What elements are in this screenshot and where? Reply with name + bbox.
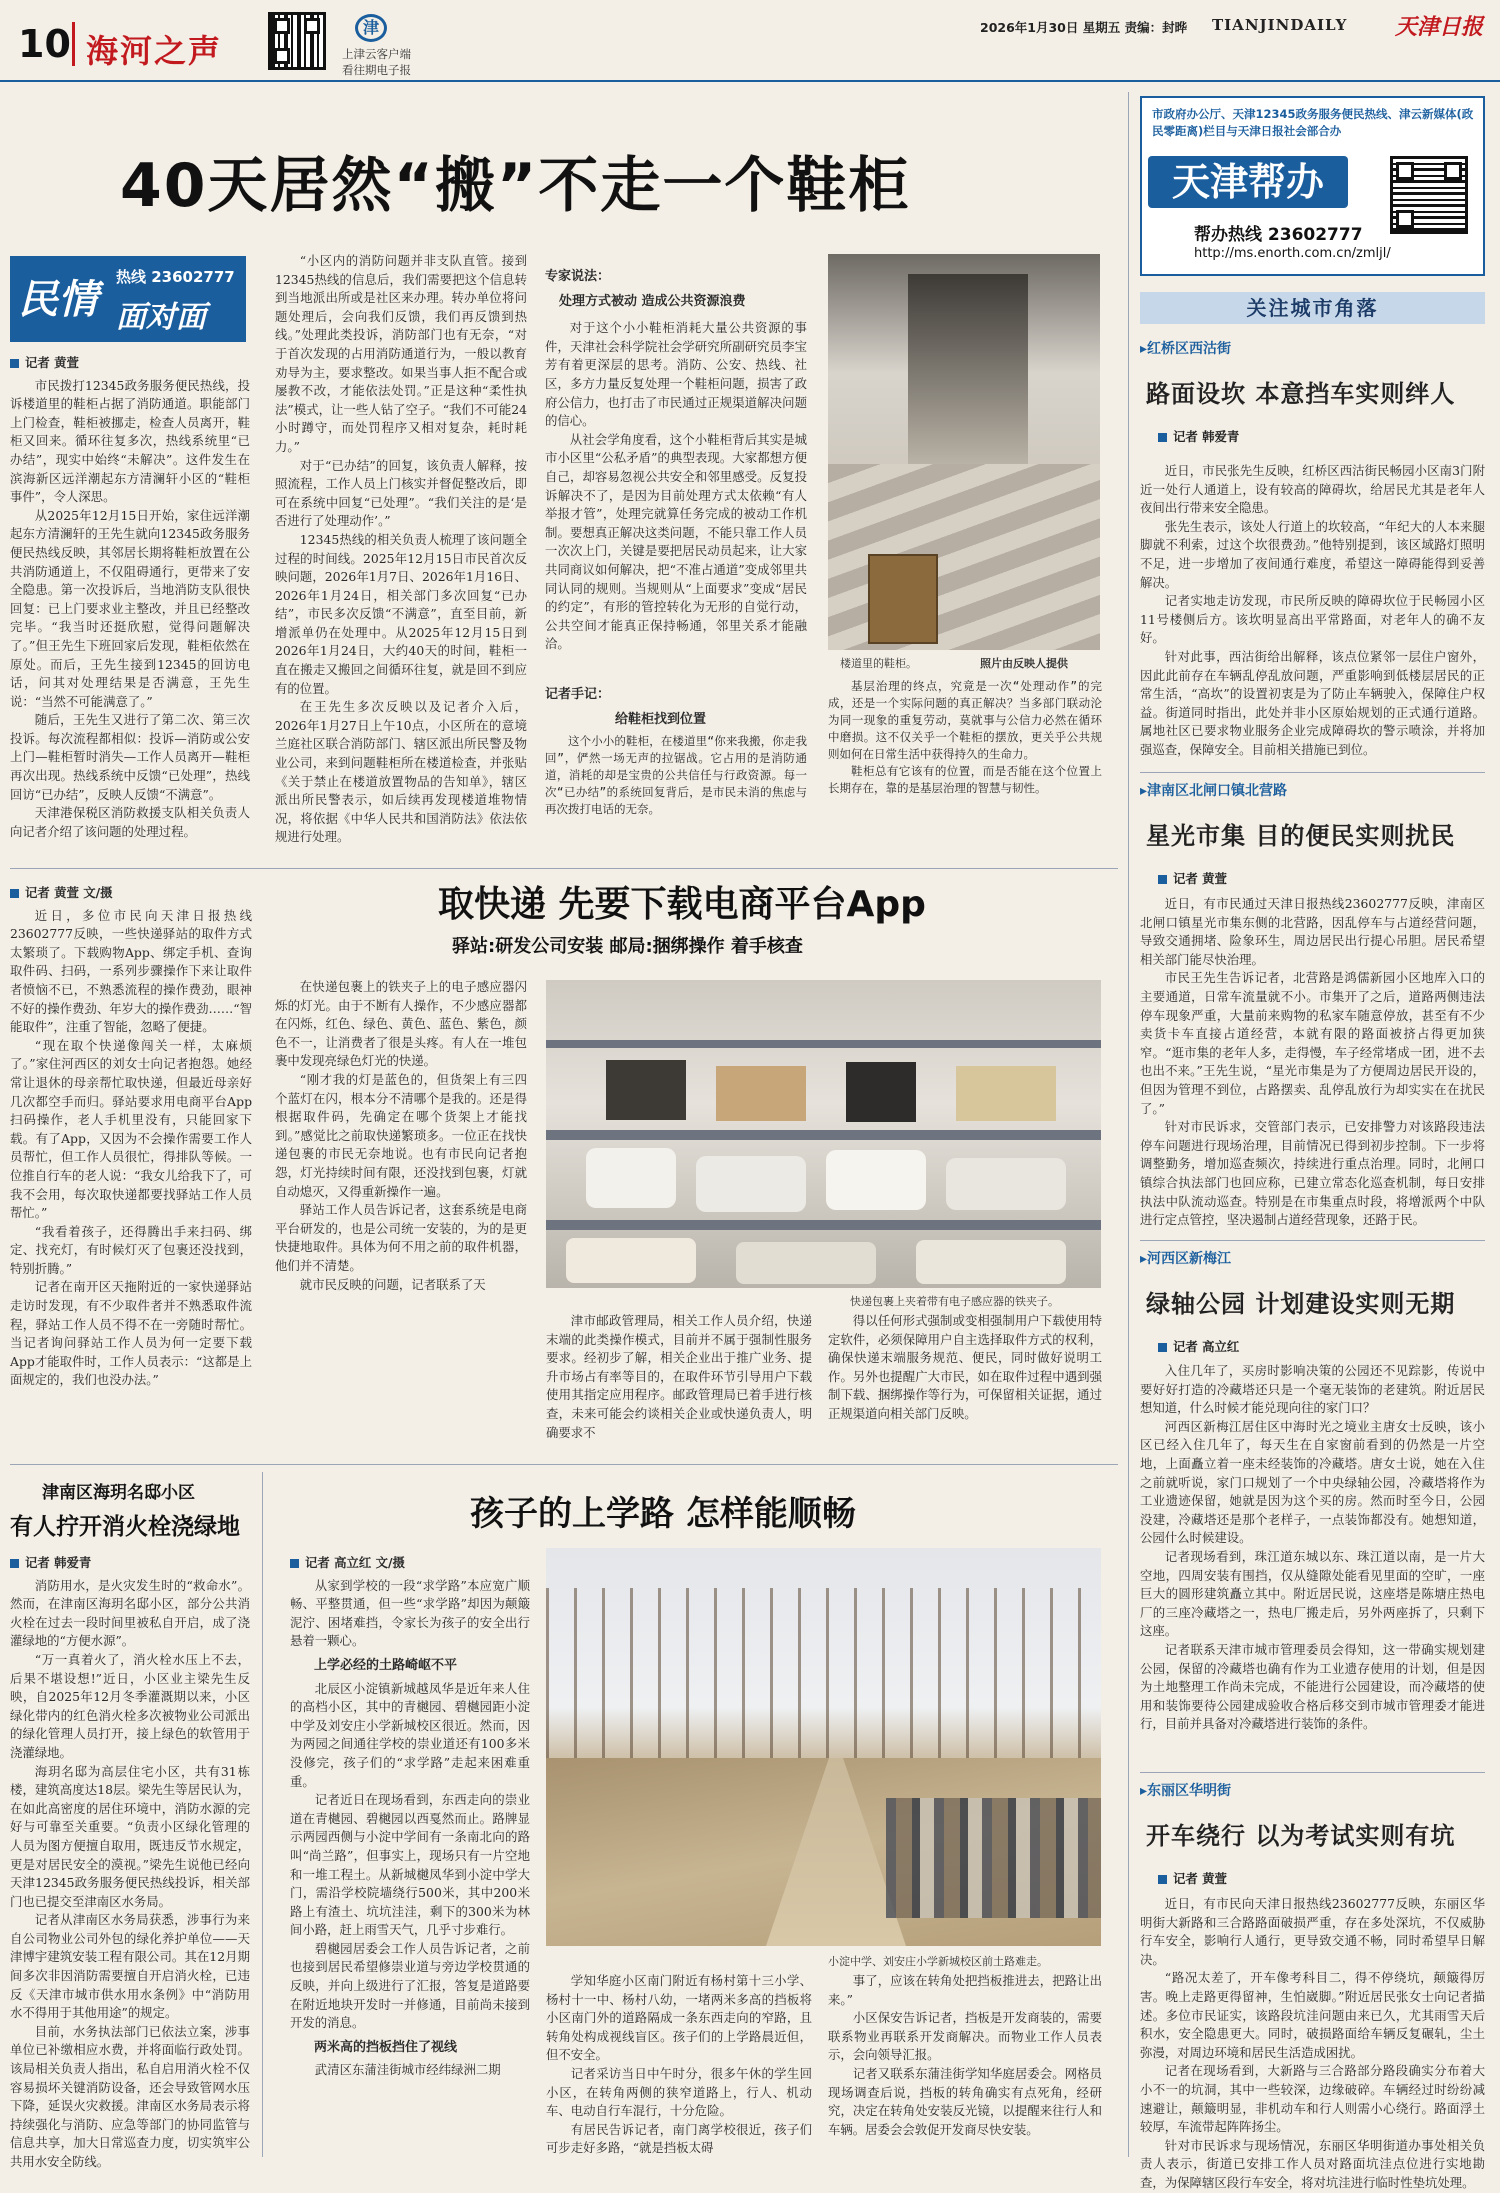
main-headline: 40天居然“搬”不走一个鞋柜 bbox=[120, 151, 911, 221]
hallway-photo-caption: 楼道里的鞋柜。 bbox=[840, 657, 917, 670]
sidebar-item-byline: 记者 韩爱青 bbox=[1158, 427, 1485, 445]
sidebar-item-headline: 星光市集 目的便民实则扰民 bbox=[1146, 822, 1456, 850]
article2-col4: 得以任何形式强制或变相强制用户下载使用特定软件，必须保障用户自主选择取件方式的权利，确保快递末端服务规范、便民，同时做好说明工作。另外也提醒广大市民，如在取件过程中遇到强制下载、捆绑操作等行为，可保留相关证据，通过正规渠道向相关部门反映。 bbox=[828, 1313, 1102, 1421]
sidebar-item-location: ▸河西区新梅江 bbox=[1140, 1251, 1232, 1267]
sidebar-item-location: ▸东丽区华明街 bbox=[1140, 1783, 1232, 1799]
sidebar-item bbox=[1140, 1248, 1485, 1359]
sidebar-item-headline: 绿轴公园 计划建设实则无期 bbox=[1146, 1290, 1456, 1318]
article1-byline: 记者 黄萱 bbox=[10, 354, 250, 373]
article2-subheadline: 驿站:研发公司安装 邮局:捆绑操作 着手核查 bbox=[452, 936, 803, 957]
article2-col2: 在快递包裹上的铁夹子上的电子感应器闪烁的灯光。由于不断有人操作，不少感应器都在闪烁，红色、绿色、黄色、蓝色、紫色，颜色不一，让消费者了很是头疼。有人在一堆包裹中发现亮绿色灯光的快递。 “刚才我的灯是蓝色的，但货架上有三四个蓝灯在闪，根本分不清哪个是我的。还是得根据取件码，先确定在哪个货架上才能找到。”感觉比之前取快递繁琐多。一位正在找快递包裹的市民无奈地说。也有市民向记者抱怨，灯光持续时间有限，还没找到包裹，灯就自动熄灭，又得重新操作一遍。 驿站工作人员告诉记者，这套系统是电商平台研发的，也是公司统一安装的，为的是更快捷地取件。具体为何不用之前的取件机器，他们并不清楚。 就市民反映的问题，记者联系了天 bbox=[275, 979, 527, 1292]
article3-body: 记者 韩爱青 消防用水，是火灾发生时的“救命水”。然而，在津南区海玥名邸小区，部分公共消火栓在过去一段时间里被私自开启，成了浇灌绿地的“方便水源”。 “万一真着火了，消火栓水压上不去，后果不堪设想!”近日，小区业主梁先生反映，自2025年12月冬季灌溉期以来，小区绿化带内的红色消火栓多次被物业公司派出的绿化管理人员打开，接上绿色的软管用于浇灌绿地。 海玥名邸为高层住宅小区，共有31栋楼，建筑高度达18层。梁先生等居民认为，在如此高密度的居住环境中，消防水源的完好与可靠至关重要。“负责小区绿化管理的人员为图方便擅自取用，既违反节水规定，更是对居民安全的漠视。”梁先生说他已经向天津12345政务服务便民热线投诉，相关部门也已提交至津南区水务局。 记者从津南区水务局获悉，涉事行为来自公司物业公司外包的绿化养护单位——天津博宇建筑安装工程有限公司。其在12月期间多次非因消防需要擅自开启消火栓，已违反《天津市城市供水用水条例》中“消防用水不得用于其他用途”的规定。 目前，水务执法部门已依法立案，涉事单位已补缴相应水费，并将面临行政处罚。该局相关负责人指出，私自启用消火栓不仅容易损坏关键消防设备，还会导致管网水压下降，延误火灾救援。津南区水务局表示将持续强化与消防、应急等部门的协同监管与信息共享，加大日常巡查力度，切实筑牢公共用水安全防线。 bbox=[10, 1555, 250, 2169]
sidebar-item bbox=[1140, 1780, 1485, 1891]
column-divider bbox=[1128, 92, 1129, 2157]
sidebar-item-headline: 开车绕行 以为考试实则有坑 bbox=[1146, 1822, 1456, 1850]
hallway-photo-credit: 照片由反映人提供 bbox=[980, 657, 1068, 670]
parcel-shelf-photo bbox=[546, 980, 1101, 1288]
reporter-notes: 记者手记： 给鞋柜找到位置 这个小小的鞋柜，在楼道里“你来我搬，你走我回”，俨然一场无声的拉锯战。它占用的是消防通道，消耗的却是宝贵的公共信任与行政资源。每一次“已办结”的系统回复背后，是市民未消的焦虑与再次拨打电话的无奈。 bbox=[545, 687, 807, 817]
sidebar-item bbox=[1140, 780, 1485, 891]
notes-right: 基层治理的终点，究竟是一次“处理动作”的完成，还是一个实际问题的真正解决？当多部门联动沦为同一现象的重复劳动，莫就事与公信力必然在循环中磨损。这不仅关乎一个鞋柜的摆放，更关乎公共规则如何在日常生活中获得持久的生命力。 鞋柜总有它该有的位置，而是否能在这个位置上长期存在，靠的是基层治理的智慧与韧性。 bbox=[828, 679, 1102, 795]
sidebar-item-body: 近日，市民张先生反映，红桥区西沽街民畅园小区南3门附近一处行人通道上，设有较高的障碍坎，给居民尤其是老年人夜间出行带来安全隐患。 张先生表示，该处人行道上的坎较高，“年纪大的人本来腿脚就不利索，过这个坎很费劲。”他特别提到，该区域路灯照明不足，进一步增加了夜间通行难度，希望这一障碍能得到妥善解决。 记者实地走访发现，市民所反映的障碍坎位于民畅园小区11号楼侧后方。该坎明显高出平常路面，对老年人的确不友好。 针对此事，西沽街给出解释，该点位紧邻一层住户窗外，因此此前存在车辆乱停乱放问题，严重影响到低楼层居民的正常生活，“高坎”的设置初衷是为了防止车辆驶入，保障住户权益。街道同时指出，此处并非小区原始规划的正式通行道路。属地社区已要求物业服务企业完成障碍坎的警示喷涂，并将加强巡查，保障安全。目前相关措施已到位。 bbox=[1140, 463, 1485, 757]
sidebar-item-byline: 记者 黄萱 bbox=[1158, 869, 1485, 887]
article4-headline: 孩子的上学路 怎样能顺畅 bbox=[470, 1494, 856, 1534]
help-qr-icon[interactable] bbox=[1390, 156, 1468, 234]
article3-region: 津南区海玥名邸小区 bbox=[42, 1483, 195, 1503]
article4-byline: 记者 高立红 文/摄 bbox=[290, 1554, 530, 1573]
expert-subtitle: 处理方式被动 造成公共资源浪费 bbox=[559, 293, 746, 309]
page-number: 10 bbox=[18, 22, 71, 66]
minqing-big1: 民情 bbox=[18, 277, 98, 323]
qr-code-icon[interactable] bbox=[268, 12, 326, 70]
article3-headline: 有人拧开消火栓浇绿地 bbox=[10, 1514, 240, 1540]
sidebar-item-body: 入住几年了，买房时影响决策的公园还不见踪影，传说中要好好打造的冷藏塔还只是一个毫无装饰的老建筑。附近居民想知道，什么时候才能兑现向往的家门口？ 河西区新梅江居住区中海时光之境业主唐女士反映，该小区已经入住几年了，每天生在自家窗前看到的仍然是一片空地，上面矗立着一座未经装饰的冷藏塔。唐女士说，她在入住之前就听说，家门口规划了一个中央绿轴公园，冷藏塔将作为工业遗迹保留，她就是因为这个买的房。然而时至今日，公园没建，冷藏塔还是那个老样子，一点装饰都没有。她想知道，公园什么时候建设。 记者现场看到，珠江道东城以东、珠江道以南，是一片大空地，四周安装有围挡，仅从缝隙处能看见里面的空旷，一座巨大的圆形建筑矗立其中。附近居民说，这座塔是陈塘庄热电厂的三座冷藏塔之一，热电厂搬走后，另外两座拆了，只剩下这座。 记者联系天津市城市管理委员会得知，这一带确实规划建公园，保留的冷藏塔也确有作为工业遗存使用的计划，但是因为土地整理工作尚未完成，不能进行公园建设，而冷藏塔的使用和装饰要待公园建成验收合格后移交到市城市管理委才能进行，目前并具备对冷藏塔进行装饰的条件。 bbox=[1140, 1363, 1485, 1732]
article1-col1: 记者 黄萱 市民拨打12345政务服务便民热线，投诉楼道里的鞋柜占据了消防通道。职能部门上门检查，鞋柜被挪走，检查人员离开，鞋柜又回来。循环往复多次，热线系统里“已办结”，现实中始终“未解决”。这件发生在滨海新区远洋潮起东方清澜轩小区的“鞋柜事件”，令人深思。 从2025年12月15日开始，家住远洋潮起东方清澜轩的王先生就向12345政务服务便民热线反映，其邻居长期将鞋柜放置在公共消防通道上，不仅阻碍通行，更带来了安全隐患。第一次投诉后，当地消防支队很快回复：已上门要求业主整改，并且已经整改完毕。“我当时还挺欣慰，觉得问题解决了。”但王先生下班回家后发现，鞋柜依然在原处。而后，王先生接到12345的回访电话，问其对处理结果是否满意，王先生说：“当然不可能满意了。” 随后，王先生又进行了第二次、第三次投诉。每次流程都相似：投诉—消防或公安上门—鞋柜暂时消失—工作人员离开—鞋柜再次出现。热线系统中反馈“已处理”，热线回访“已办结”，反映人反馈“不满意”。 天津港保税区消防救援支队相关负责人向记者介绍了该问题的处理过程。 bbox=[10, 355, 250, 839]
notes-title: 记者手记： bbox=[545, 687, 611, 702]
article2-byline: 记者 黄萱 文/摄 bbox=[10, 884, 252, 903]
article4-col3: 事了，应该在转角处把挡板推进去，把路让出来。” 小区保安告诉记者，挡板是开发商装的，需要联系物业再联系开发商解决。而物业工作人员表示，会向领导汇报。 记者又联系东蒲洼街学知华庭居委会。网格员现场调查后说，挡板的转角确实有点死角，经研究，决定在转角处安装反光镜，以提醒来往行人和车辆。居委会会敦促开发商尽快安装。 bbox=[828, 1973, 1102, 2137]
article4-subhead-1: 上学必经的土路崎岖不平 bbox=[314, 1657, 458, 1673]
sidebar-item-body: 近日，有市民向天津日报热线23602777反映，东丽区华明街大新路和三合路路面破损严重，存在多处深坑，不仅威胁行车安全，影响行人通行，更导致交通不畅，同时希望早日解决。 “路况太差了，开车像考科目二，得不停绕坑，颠簸得厉害。晚上走路更得留神，生怕崴脚。”附近居民张女士向记者描述。多位市民证实，该路段坑洼问题由来已久，尤其雨雪天后积水，安全隐患更大。同时，破损路面给车辆反复碾轧，尘土弥漫，对周边环境和居民生活造成困扰。 记者在现场看到，大新路与三合路部分路段确实分布着大小不一的坑洞，其中一些较深，边缘破碎。车辆经过时纷纷减速避让，颠簸明显，非机动车和行人则需小心绕行。路面浮土较厚，车流带起阵阵扬尘。 针对市民诉求与现场情况，东丽区华明街道办事处相关负责人表示，街道已安排工作人员对路面坑洼点位进行实地勘查，为保障辖区段行车安全，将对坑洼进行临时性垫坑处理。 bbox=[1140, 1896, 1485, 2190]
section-name: 海河之声 bbox=[86, 32, 223, 70]
sidebar-item-location: ▸津南区北闸口镇北营路 bbox=[1140, 783, 1288, 799]
sidebar-divider bbox=[1140, 1240, 1485, 1241]
expert-title: 专家说法： bbox=[545, 269, 611, 284]
section-divider bbox=[72, 22, 75, 66]
article4-col1: 记者 高立红 文/摄 从家到学校的一段“求学路”本应宽广顺畅、平整贯通，但一些“求学路”却因为颠簸泥泞、困堵难挡，令家长为孩子的安全出行悬着一颗心。 上学必经的土路崎岖不平 北辰区小淀镇新城越凤华是近年来人住的高档小区，其中的青樾园、碧樾园距小淀中学及刘安庄小学新城校区很近。然而，因为两园之间通往学校的崇业道还有100多米没修完，孩子们的“求学路”走起来困难重重。 记者近日在现场看到，东西走向的崇业道在青樾园、碧樾园以西戛然而止。路牌显示两园西侧与小淀中学间有一条南北向的路叫“尚兰路”，但事实上，现场只有一片空地和一堆工程土。从新城樾凤华到小淀中学大门，需沿学校院墙绕行500米，其中200米路上有渣土、坑坑洼洼，剩下的300米为林间小路，赶上雨雪天气，几乎寸步难行。 碧樾园居委会工作人员告诉记者，之前也接到居民希望修崇业道与旁边学校贯通的反映，并向上级进行了汇报，答复是道路要在附近地块开发时一并修通，目前尚未接到开发的消息。 两米高的挡板挡住了视线 武清区东蒲洼街城市经纬绿洲二期 bbox=[290, 1555, 530, 2078]
client-line-1: 上津云客户端 bbox=[342, 47, 411, 61]
help-panel bbox=[1140, 96, 1485, 276]
sidebar-item-body: 近日，有市民通过天津日报热线23602777反映，津南区北闸口镇星光市集东侧的北营路，因乱停车与占道经营问题，导致交通拥堵、险象环生，周边居民出行提心吊胆。居民希望相关部门能尽快治理。 市民王先生告诉记者，北营路是鸿儒新园小区地库入口的主要通道，日常车流量就不小。市集开了之后，道路两侧违法停车现象严重，大量前来购物的私家车随意停放，甚至有不少卖货卡车直接占道经营，本就有限的路面被挤占得更加狭窄。“逛市集的老年人多，走得慢，车子经常堵成一团，进不去也出不来。”王先生说，“星光市集是为了方便周边居民开设的，但因为管理不到位，占路摆卖、乱停乱放行为却实实在在扰民了。” 针对市民诉求，交管部门表示，已安排警力对该路段违法停车问题进行现场治理，目前情况已得到初步控制。下一步将调整勤务，增加巡查频次，持续进行重点治理。同时，北闸口镇综合执法部门也回应称，已建立常态化巡查机制，每日安排执法中队流动巡查。特别是在市集重点时段，将增派两个中队进行定点管控，坚决遏制占道经营现象，还路于民。 bbox=[1140, 896, 1485, 1228]
dirt-road-photo bbox=[546, 1548, 1101, 1946]
hallway-photo bbox=[828, 254, 1100, 650]
jinyun-logo-icon: 津 bbox=[355, 14, 387, 42]
sidebar-item-byline: 记者 黄萱 bbox=[1158, 1869, 1485, 1887]
article1-col2: “小区内的消防问题并非支队直管。接到12345热线的信息后，我们需要把这个信息转到当地派出所或是社区来办理。转办单位将问题处理后，会向我们反馈，我们再反馈到热线。”处理此类投诉，消防部门也有无奈，“对于首次发现的占用消防通道行为，一般以教育劝导为主，要求整改。如果当事人拒不配合或屡教不改，才能依法处罚。”正是这种“柔性执法”模式，让一些人钻了空子。“我们不可能24小时蹲守，而处罚程序又相对复杂，耗时耗力。” 对于“已办结”的回复，该负责人解释，按照流程，工作人员上门核实并督促整改后，即可在系统中回复“已处理”。“我们关注的是‘是否进行了处理动作’。” 12345热线的相关负责人梳理了该问题全过程的时间线。2025年12月15日市民首次反映问题，2026年1月7日、2026年1月16日、2026年1月24日，相关部门多次回复“已办结”，市民多次反馈“不满意”，直至目前，新增派单仍在处理中。从2025年12月15日到2026年1月24日，大约40天的时间，鞋柜一直在搬走又搬回之间循环往复，就是回不到应有的位置。 在王先生多次反映以及记者介入后，2026年1月27日上午10点，小区所在的意境兰庭社区联合消防部门、辖区派出所民警及物业公司，来到问题鞋柜所在楼道检查，并张贴《关于禁止在楼道放置物品的告知单》，辖区派出所民警表示，如后续再发现楼道堆物情况，将依据《中华人民共和国消防法》依法依规进行处理。 bbox=[275, 253, 527, 845]
sidebar-item-headline: 路面设坎 本意挡车实则绊人 bbox=[1146, 380, 1456, 408]
article-divider bbox=[10, 868, 1118, 869]
sidebar-section-title bbox=[1140, 292, 1485, 324]
column-divider bbox=[262, 1472, 263, 2157]
paper-name-en: TIANJINDAILY bbox=[1212, 16, 1348, 34]
sidebar-item-byline: 记者 高立红 bbox=[1158, 1337, 1485, 1355]
header-rule bbox=[0, 80, 1500, 82]
article4-col2: 学知华庭小区南门附近有杨村第十三小学、杨村十一中、杨村八幼，一堵两米多高的挡板将小区南门外的道路隔成一条东西走向的窄路，且转角处构成视线盲区。孩子们的上学路晨近但，但不安全。 记者采访当日中午时分，很多午休的学生回小区，在转角两侧的狭窄道路上，行人、机动车、电动自行车混行，十分危险。 有居民告诉记者，南门离学校很近，孩子们可步走好多路，“就是挡板太碍 bbox=[546, 1973, 812, 2156]
sidebar-divider bbox=[1140, 1772, 1485, 1773]
sidebar-divider bbox=[1140, 772, 1485, 773]
help-panel-url[interactable]: http://ms.enorth.com.cn/zmljl/ bbox=[1194, 246, 1391, 261]
page-header bbox=[0, 0, 1500, 80]
help-panel-sponsor: 市政府办公厅、天津12345政务服务便民热线、津云新媒体(政民零距离)栏目与天津日报社会部合办 bbox=[1152, 107, 1474, 138]
paper-name-cn: 天津日报 bbox=[1395, 14, 1484, 40]
sidebar-section-label: 关注城市角落 bbox=[1246, 296, 1379, 320]
client-line-2: 看往期电子报 bbox=[342, 63, 411, 77]
article1-col3: 专家说法： 处理方式被动 造成公共资源浪费 对于这个小小鞋柜消耗大量公共资源的事件，天津社会科学院社会学研究所副研究员李宝芳有着更深层的思考。消防、公安、热线、社区，多方力量反复处理一个鞋柜问题，损害了政府公信力，也打击了市民通过正规渠道解决问题的信心。 从社会学角度看，这个小鞋柜背后其实是城市小区里“公私矛盾”的典型表现。大家都想方便自己，却容易忽视公共安全和邻里感受。反复投诉解决不了，是因为目前处理方式太依赖“有人举报才管”，处理完就算任务完成的被动工作机制。要想真正解决这类问题，不能只靠工作人员一次次上门，关键是要把居民动员起来，让大家共同商议如何解决，把“不准占通道”变成邻里共同认同的规则。当规则从“上面要求”变成“居民的约定”，有形的管控转化为无形的自觉行动，公共空间才能真正保持畅通，邻里关系才能融洽。 bbox=[545, 269, 807, 652]
minqing-hotline: 热线 23602777 bbox=[116, 268, 235, 286]
sidebar-item bbox=[1140, 338, 1485, 449]
shoe-cabinet bbox=[868, 554, 938, 644]
article2-col3: 津市邮政管理局，相关工作人员介绍，快递末端的此类操作模式，目前并不属于强制性服务要求。经初步了解，相关企业出于推广业务、提升市场占有率等目的，在取件环节引导用户下载使用其指定应用程序。邮政管理局已着手进行核查，未来可能会约谈相关企业或快递负责人，明确要求不 bbox=[546, 1313, 812, 1440]
help-panel-hotline: 帮办热线 23602777 bbox=[1194, 225, 1363, 245]
article-divider bbox=[10, 1464, 1118, 1465]
article3-byline: 记者 韩爱青 bbox=[10, 1554, 250, 1573]
article2-headline: 取快递 先要下载电商平台App bbox=[438, 884, 926, 925]
help-panel-title: 天津帮办 bbox=[1148, 156, 1348, 208]
article2-col1: 记者 黄萱 文/摄 近日，多位市民向天津日报热线23602777反映，一些快递驿站的取件方式太繁琐了。下载购物App、绑定手机、查询取件码、扫码，一系列步骤操作下来让取件者愤恼不已，不熟悉流程的操作费劲，眼神不好的操作费劲、年岁大的操作费劲……“智能取件”，注重了智能，忽略了便捷。 “现在取个快递像闯关一样，太麻烦了。”家住河西区的刘女士向记者抱怨。她经常让退休的母亲帮忙取快递，但最近母亲好几次都空手而归。驿站要求用电商平台App扫码操作，老人手机里没有，只能回家下载。有了App，又因为不会操作需要工作人员帮忙，但工作人员很忙，得排队等候。一位推自行车的老人说：“我女儿给我下了，可我不会用，每次取快递都要找驿站工作人员帮忙。” “我看着孩子，还得腾出手来扫码、绑定、找充灯，有时候灯灭了包裹还没找到，特别折腾。” 记者在南开区天拖附近的一家快递驿站走访时发现，有不少取件者并不熟悉取件流程，驿站工作人员不得不在一旁随时帮忙。当记者询问驿站工作人员为何一定要下载App才能取件时，工作人员表示：“这都是上面规定的，我们也没办法。” bbox=[10, 885, 252, 1388]
article4-subhead-2: 两米高的挡板挡住了视线 bbox=[314, 2039, 458, 2055]
notes-subtitle: 给鞋柜找到位置 bbox=[615, 711, 707, 727]
minqing-badge bbox=[10, 256, 246, 342]
parcel-photo-caption: 快递包裹上夹着带有电子感应器的铁夹子。 bbox=[850, 1295, 1059, 1308]
date-line: 2026年1月30日 星期五 责编：封晔 bbox=[980, 20, 1188, 35]
minqing-big2: 面对面 bbox=[116, 300, 206, 335]
dirt-road-photo-caption: 小淀中学、刘安庄小学新城校区前土路难走。 bbox=[828, 1955, 1048, 1968]
sidebar-item-location: ▸红桥区西沽街 bbox=[1140, 341, 1232, 357]
